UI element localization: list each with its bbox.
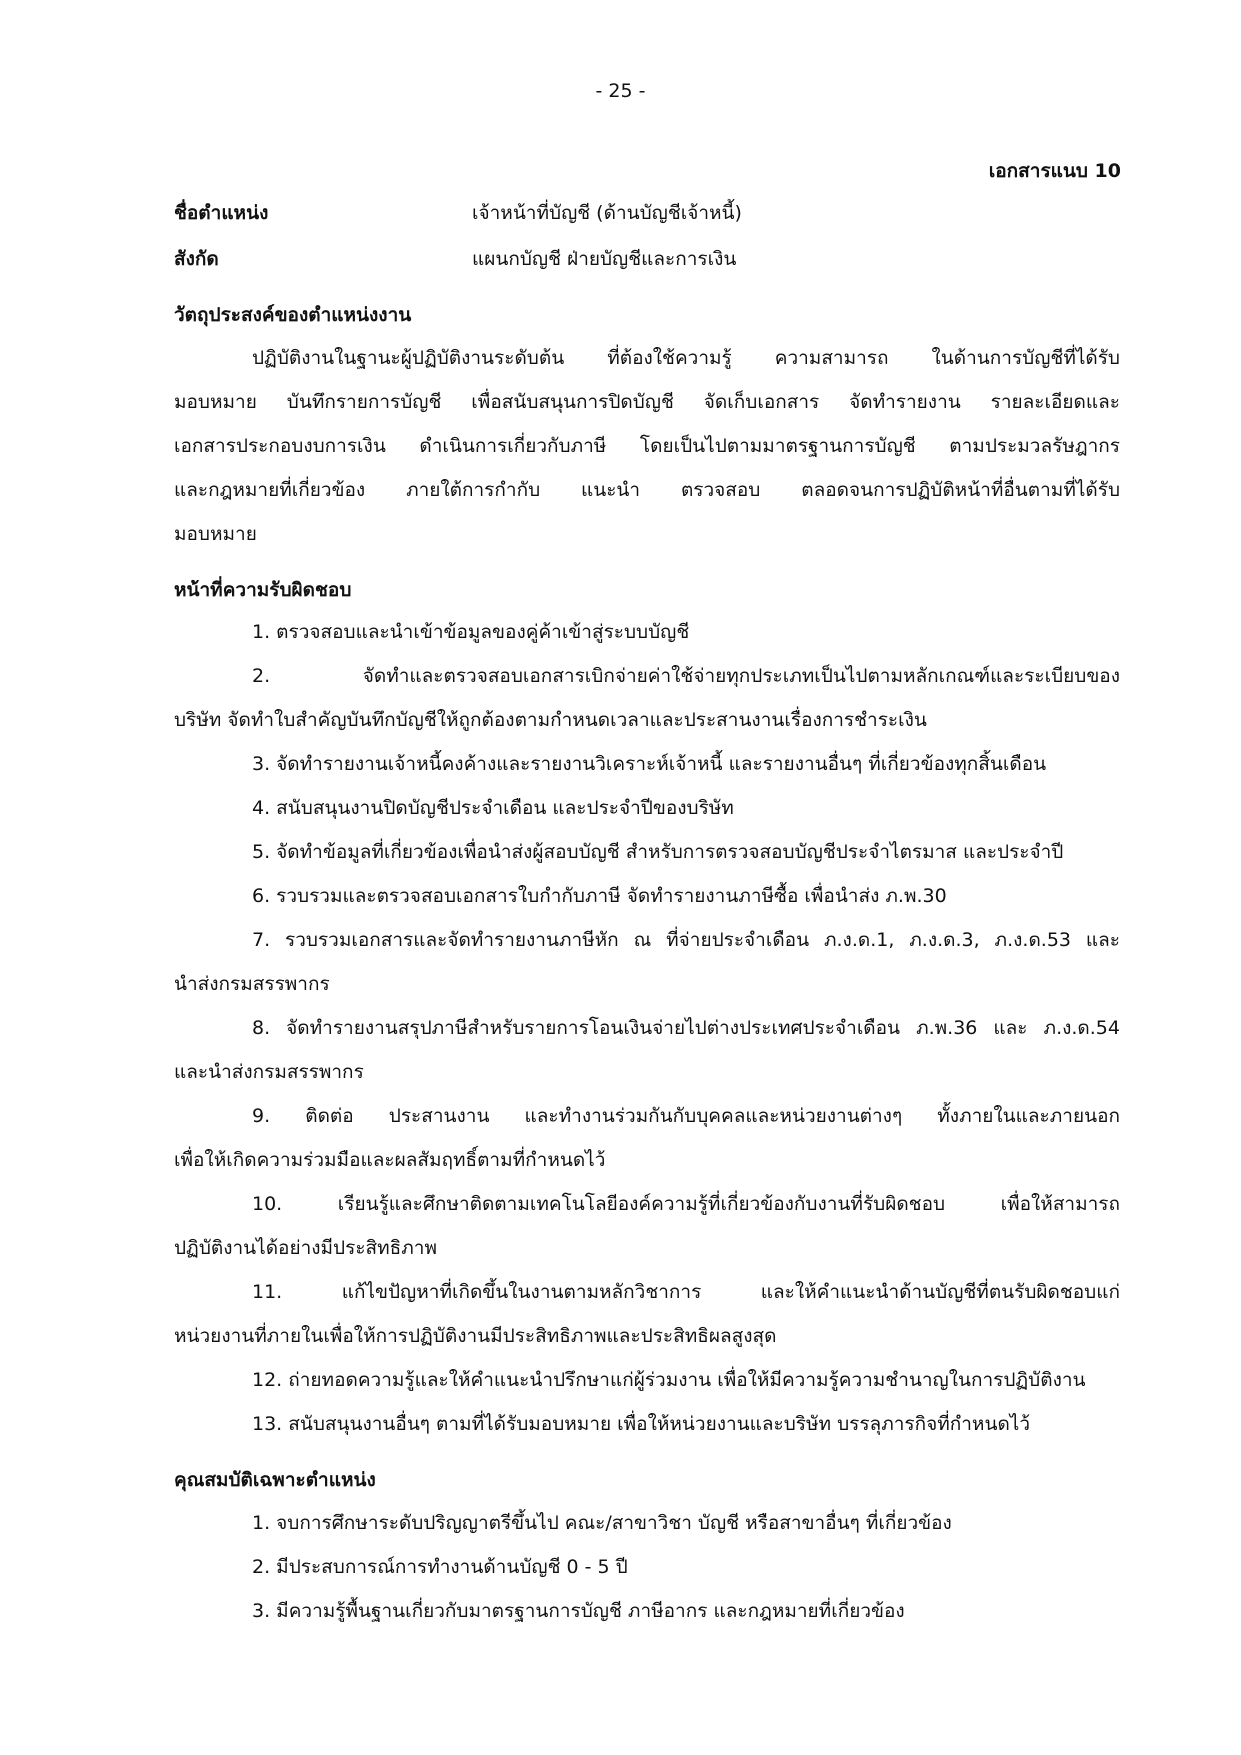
qualification-item: 2. มีประสบการณ์การทำงานด้านบัญชี 0 - 5 ปี xyxy=(252,1556,628,1578)
qualification-item: 1. จบการศึกษาระดับปริญญาตรีขึ้นไป คณะ/สาขาวิชา บัญชี หรือสาขาอื่นๆ ที่เกี่ยวข้อง xyxy=(252,1512,952,1534)
responsibility-item: 5. จัดทำข้อมูลที่เกี่ยวข้องเพื่อนำส่งผู้สอบบัญชี สำหรับการตรวจสอบบัญชีประจำไตรมาส และประจำปี xyxy=(252,841,1064,863)
responsibility-item: 12. ถ่ายทอดความรู้และให้คำแนะนำปรึกษาแก่ผู้ร่วมงาน เพื่อให้มีความรู้ความชำนาญในการปฏิบัติงาน xyxy=(252,1369,1086,1391)
responsibility-item-continued: นำส่งกรมสรรพากร xyxy=(174,973,330,995)
objective-line: ปฏิบัติงานในฐานะผู้ปฏิบัติงานระดับต้น ที่ต้องใช้ความรู้ ความสามารถ ในด้านการบัญชีที่ได้รับ xyxy=(252,347,1120,369)
responsibility-item: 3. จัดทำรายงานเจ้าหนี้คงค้างและรายงานวิเคราะห์เจ้าหนี้ และรายงานอื่นๆ ที่เกี่ยวข้องทุกสิ้นเดือน xyxy=(252,753,1047,775)
responsibility-item: 2. จัดทำและตรวจสอบเอกสารเบิกจ่ายค่าใช้จ่ายทุกประเภทเป็นไปตามหลักเกณฑ์และระเบียบของ xyxy=(252,665,1120,687)
objective-line: มอบหมาย xyxy=(174,523,257,545)
responsibility-item: 11. แก้ไขปัญหาที่เกิดขึ้นในงานตามหลักวิชาการ และให้คำแนะนำด้านบัญชีที่ตนรับผิดชอบแก่ xyxy=(252,1281,1120,1303)
responsibility-item: 4. สนับสนุนงานปิดบัญชีประจำเดือน และประจำปีของบริษัท xyxy=(252,797,734,819)
department-label: สังกัด xyxy=(174,248,219,270)
objective-line: และกฎหมายที่เกี่ยวข้อง ภายใต้การกำกับ แนะนำ ตรวจสอบ ตลอดจนการปฏิบัติหน้าที่อื่นตามที่ได้รับ xyxy=(174,479,1120,501)
qualification-item: 3. มีความรู้พื้นฐานเกี่ยวกับมาตรฐานการบัญชี ภาษีอากร และกฎหมายที่เกี่ยวข้อง xyxy=(252,1600,905,1622)
responsibility-item-continued: หน่วยงานที่ภายในเพื่อให้การปฏิบัติงานมีประสิทธิภาพและประสิทธิผลสูงสุด xyxy=(174,1325,777,1347)
objective-line: มอบหมาย บันทึกรายการบัญชี เพื่อสนับสนุนการปิดบัญชี จัดเก็บเอกสาร จัดทำรายงาน รายละเอียดและ xyxy=(174,391,1120,413)
responsibility-item: 8. จัดทำรายงานสรุปภาษีสำหรับรายการโอนเงินจ่ายไปต่างประเทศประจำเดือน ภ.พ.36 และ ภ.ง.ด.54 xyxy=(252,1017,1120,1039)
objective-heading: วัตถุประสงค์ของตำแหน่งงาน xyxy=(174,304,412,326)
responsibility-item-continued: บริษัท จัดทำใบสำคัญบันทึกบัญชีให้ถูกต้องตามกำหนดเวลาและประสานงานเรื่องการชำระเงิน xyxy=(174,709,927,731)
position-title-label: ชื่อตำแหน่ง xyxy=(174,202,269,224)
responsibility-item: 1. ตรวจสอบและนำเข้าข้อมูลของคู่ค้าเข้าสู่ระบบบัญชี xyxy=(252,621,690,643)
responsibility-item-continued: และนำส่งกรมสรรพากร xyxy=(174,1061,364,1083)
qualifications-heading: คุณสมบัติเฉพาะตำแหน่ง xyxy=(174,1469,376,1491)
responsibility-item-continued: ปฏิบัติงานได้อย่างมีประสิทธิภาพ xyxy=(174,1237,437,1259)
department-value: แผนกบัญชี ฝ่ายบัญชีและการเงิน xyxy=(472,248,737,270)
responsibilities-heading: หน้าที่ความรับผิดชอบ xyxy=(174,579,352,601)
page-number: - 25 - xyxy=(595,80,646,102)
responsibility-item: 13. สนับสนุนงานอื่นๆ ตามที่ได้รับมอบหมาย เพื่อให้หน่วยงานและบริษัท บรรลุภารกิจที่กำหนดไว้ xyxy=(252,1413,1031,1435)
responsibility-item: 7. รวบรวมเอกสารและจัดทำรายงานภาษีหัก ณ ที่จ่ายประจำเดือน ภ.ง.ด.1, ภ.ง.ด.3, ภ.ง.ด.53 และ xyxy=(252,929,1120,951)
responsibility-item: 9. ติดต่อ ประสานงาน และทำงานร่วมกันกับบุคคลและหน่วยงานต่างๆ ทั้งภายในและภายนอก xyxy=(252,1105,1120,1127)
responsibility-item: 6. รวบรวมและตรวจสอบเอกสารใบกำกับภาษี จัดทำรายงานภาษีซื้อ เพื่อนำส่ง ภ.พ.30 xyxy=(252,885,947,907)
objective-line: เอกสารประกอบงบการเงิน ดำเนินการเกี่ยวกับภาษี โดยเป็นไปตามมาตรฐานการบัญชี ตามประมวลรัษฎากร xyxy=(174,435,1120,457)
attachment-label: เอกสารแนบ 10 xyxy=(988,160,1121,182)
position-title-value: เจ้าหน้าที่บัญชี (ด้านบัญชีเจ้าหนี้) xyxy=(472,202,742,224)
responsibility-item: 10. เรียนรู้และศึกษาติดตามเทคโนโลยีองค์ความรู้ที่เกี่ยวข้องกับงานที่รับผิดชอบ เพื่อให้สามารถ xyxy=(252,1193,1120,1215)
responsibility-item-continued: เพื่อให้เกิดความร่วมมือและผลสัมฤทธิ์ตามที่กำหนดไว้ xyxy=(174,1149,606,1171)
